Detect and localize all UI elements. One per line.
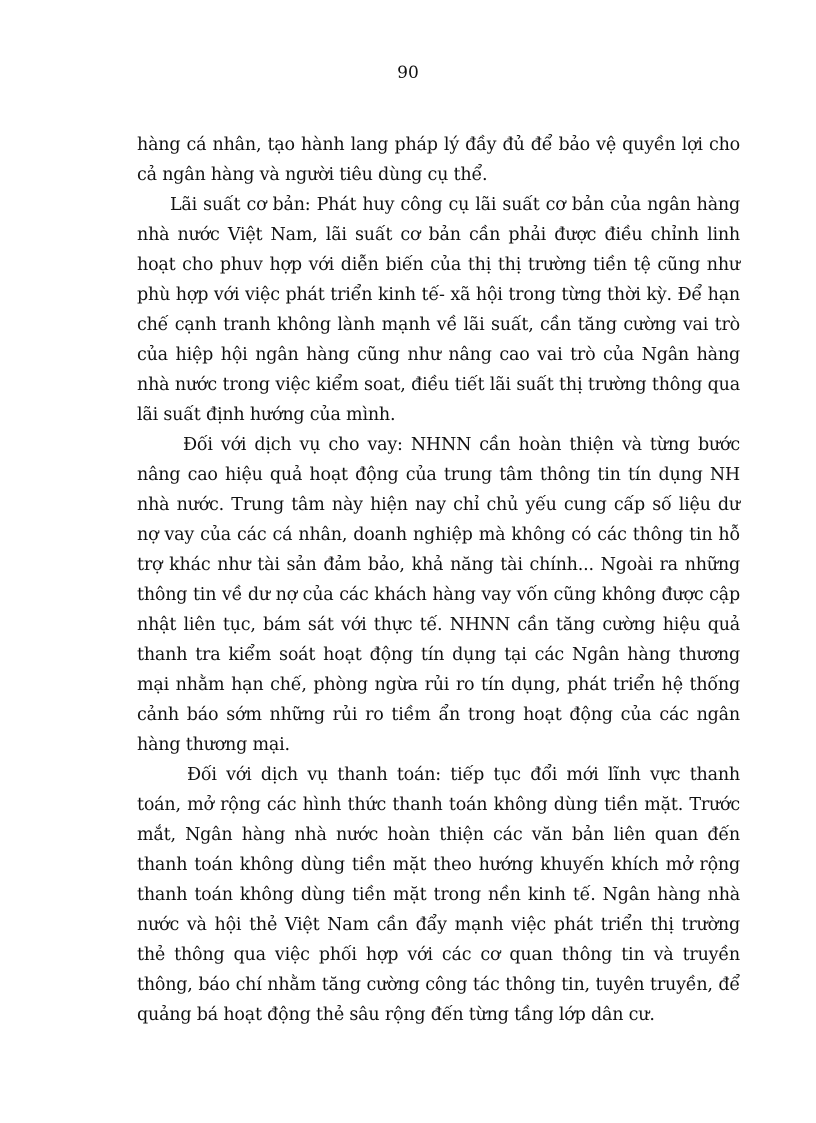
paragraph-payment-services: Đối với dịch vụ thanh toán: tiếp tục đổi mới lĩnh vực thanh toán, mở rộng các hình thức thanh toán không dùng tiền mặt. Trước mắt, Ngân hàng nhà nước hoàn thiện các văn bản liên quan đến thanh toán không dùng tiền mặt theo hướng khuyến khích mở rộng thanh toán không dùng tiền mặt trong nền kinh tế. Ngân hàng nhà nước và hội thẻ Việt Nam cần đẩy mạnh việc phát triển thị trường thẻ thông qua việc phối hợp với các cơ quan thông tin và truyền thông, báo chí nhằm tăng cường công tác thông tin, tuyên truyền, để quảng bá hoạt động thẻ sâu rộng đến từng tầng lớp dân cư. [137, 765, 740, 1025]
paragraph-lending-services: Đối với dịch vụ cho vay: NHNN cần hoàn thiện và từng bước nâng cao hiệu quả hoạt động của trung tâm thông tin tín dụng NH nhà nước. Trung tâm này hiện nay chỉ chủ yếu cung cấp số liệu dư nợ vay của các cá nhân, doanh nghiệp mà không có các thông tin hỗ trợ khác như tài sản đảm bảo, khả năng tài chính... Ngoài ra những thông tin về dư nợ của các khách hàng vay vốn cũng không được cập nhật liên tục, bám sát với thực tế. NHNN cần tăng cường hiệu quả thanh tra kiểm soát hoạt động tín dụng tại các Ngân hàng thương mại nhằm hạn chế, phòng ngừa rủi ro tín dụng, phát triển hệ thống cảnh báo sớm những rủi ro tiềm ẩn trong hoạt động của các ngân hàng thương mại. [137, 435, 740, 755]
document-body [137, 130, 740, 1030]
paragraph-base-interest-rate: Lãi suất cơ bản: Phát huy công cụ lãi suất cơ bản của ngân hàng nhà nước Việt Nam, lãi suất cơ bản cần phải được điều chỉnh linh hoạt cho phuv hợp với diễn biến của thị thị trường tiền tệ cũng như phù hợp với việc phát triển kinh tế- xã hội trong từng thời kỳ. Để hạn chế cạnh tranh không lành mạnh về lãi suất, cần tăng cường vai trò của hiệp hội ngân hàng cũng như nâng cao vai trò của Ngân hàng nhà nước trong việc kiểm soat, điều tiết lãi suất thị trường thông qua lãi suất định hướng của mình. [137, 195, 740, 425]
page-number: 90 [397, 63, 419, 83]
paragraph-continuation: hàng cá nhân, tạo hành lang pháp lý đầy đủ để bảo vệ quyền lợi cho cả ngân hàng và người tiêu dùng cụ thể. [137, 135, 740, 185]
